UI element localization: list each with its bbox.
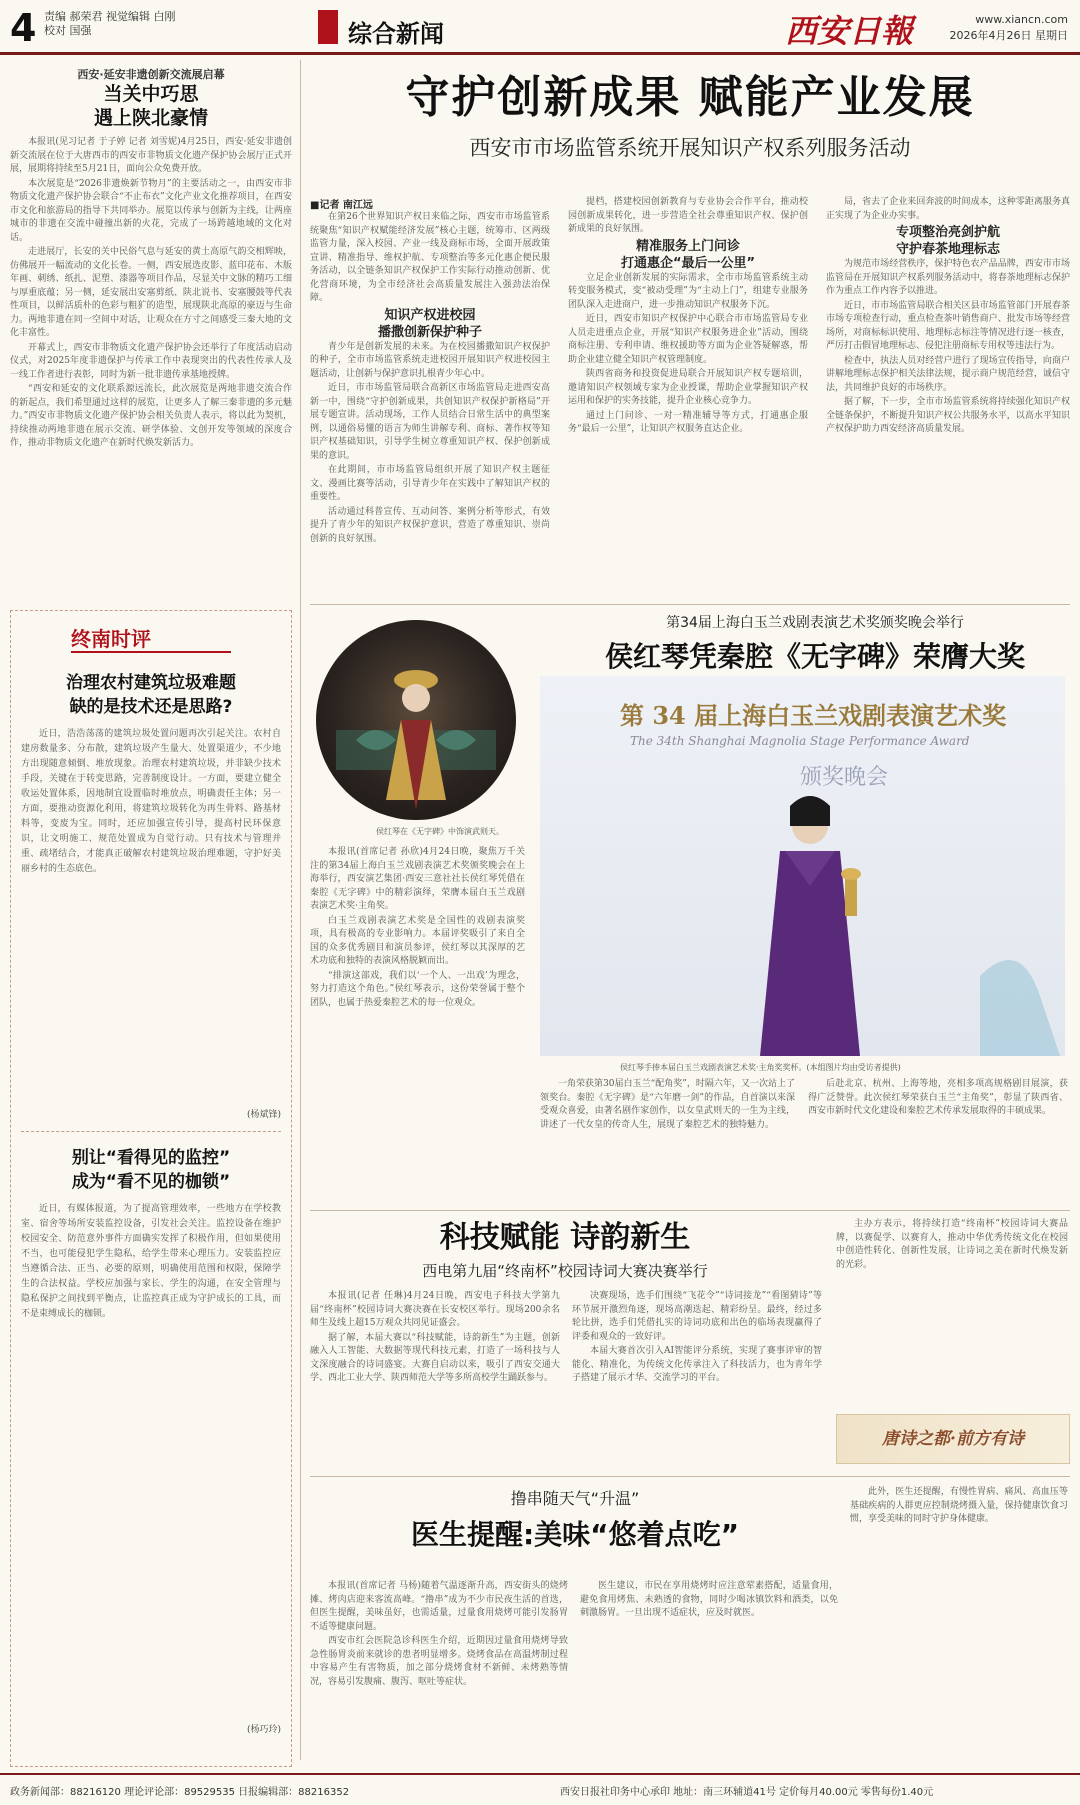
poem-title: 科技赋能 诗韵新生	[439, 1220, 691, 1255]
paragraph: 本届大赛首次引入AI智能评分系统，实现了赛事评审的智能化、精准化，为传统文化传承注入了科技活力，也为青年学子搭建了展示才华、交流学习的平台。	[572, 1346, 822, 1383]
poem-column-2	[572, 1290, 822, 1470]
paragraph: 一角荣获第30届白玉兰“配角奖”，时隔六年，又一次站上了领奖台。秦腔《无字碑》是“六年磨一剑”的作品，自首演以来深受观众喜爱，由著名剧作家创作，以女皇武则天的一生为主线，讲述了一代女皇的传奇人生，展现了秦腔艺术的独特魅力。	[540, 1079, 795, 1130]
paragraph: 本报讯(记者 任琳)4月24日晚，西安电子科技大学第九届“终南杯”校园诗词大赛决赛在长安校区举行。现场200余名师生及线上超15万观众共同见证盛会。	[310, 1291, 560, 1328]
poem-column-1	[310, 1290, 560, 1470]
paragraph: 本报讯(首席记者 孙欣)4月24日晚，聚焦万千关注的第34届上海白玉兰戏剧表演艺术奖颁奖晚会在上海举行，西安演艺集团·西安三意社社长侯红琴凭借在秦腔《无字碑》中的精彩演绎，荣膺本届白玉兰戏剧表演艺术奖·主角奖。	[310, 847, 525, 911]
opera-column-1	[310, 846, 525, 1202]
page-footer	[0, 1773, 1080, 1805]
paragraph: 提档，搭建校园创新教育与专业协会合作平台，推动校园创新成果转化，进一步营造全社会尊重知识产权、保护创新成果的良好氛围。	[568, 197, 808, 234]
subheading: 打通惠企“最后一公里”	[620, 255, 756, 271]
lead-column-1	[310, 196, 550, 596]
paragraph: 白玉兰戏剧表演艺术奖是全国性的戏剧表演奖项，具有极高的专业影响力。本届评奖吸引了来自全国的众多优秀剧目和演员参评，侯红琴以其深厚的艺术功底和独特的表演风格脱颖而出。	[310, 915, 525, 966]
health-kicker: 撸串随天气“升温”	[510, 1489, 640, 1508]
commentary-article-2	[21, 1146, 281, 1735]
commentary-title-line2: 缺的是技术还是思路?	[69, 697, 233, 717]
section-title: 综合新闻	[348, 20, 444, 48]
poem-heading	[310, 1218, 820, 1281]
paragraph: 此外，医生还提醒，有慢性胃病、痛风、高血压等基础疾病的人群更应控制烧烤摄入量，保持健康饮食习惯，享受美味的同时守护身体健康。	[850, 1487, 1068, 1524]
commentary-author: (杨巧玲)	[246, 1725, 281, 1735]
paragraph: 为规范市场经营秩序，保护特色农产品品牌，西安市市场监管局在开展知识产权系列服务活动中，将春茶地理标志保护作为重点工作内容予以推进。	[826, 259, 1070, 296]
subheading: 播撒创新保护种子	[377, 324, 482, 340]
paragraph: 活动通过科普宣传、互动问答、案例分析等形式，有效提升了青少年的知识产权保护意识，营造了尊重知识、崇尚创新的良好氛围。	[310, 506, 550, 544]
article-kicker: 西安·延安非遗创新交流展启幕	[77, 68, 225, 81]
paragraph: 后赴北京、杭州、上海等地，亮相多项高规格剧目展演，获得广泛赞誉。此次侯红琴荣获白玉兰“主角奖”，彰显了陕西省、西安市新时代文化建设和秦腔艺术传承发展取得的丰硕成果。	[808, 1079, 1068, 1116]
paragraph: 本次展览是“2026非遗焕新节物月”的主要活动之一，由西安市非物质文化遗产保护协会联合“不止布衣”文化产业文化推荐项目，在西安市文化和旅游局的指导下共同举办。展览以传承与创新为主线，让两座城市的非遗在交流中碰撞出新的火花，完成了一场跨越地域的文化对话。	[10, 178, 292, 243]
commentary-banner	[71, 623, 231, 653]
paragraph: 开幕式上，西安市非物质文化遗产保护协会还举行了年度活动启动仪式，对2025年度非遗保护与传承工作中表现突出的代表性传承人及一线工作者进行表彰，同时为新一批非遗传承基地授牌。	[10, 342, 292, 380]
paragraph: “排演这部戏，我们以‘一个人、一出戏’为理念，努力打造这个角色。”侯红琴表示，这份荣誉属于整个团队，也属于热爱秦腔艺术的每一位观众。	[310, 970, 525, 1008]
commentary-article-1	[21, 671, 281, 1120]
commentary-title-line1: 别让“看得见的监控”	[71, 1148, 231, 1168]
lead-subtitle: 西安市市场监管系统开展知识产权系列服务活动	[469, 136, 911, 160]
commentary-title-line2: 成为“看不见的枷锁”	[71, 1172, 231, 1192]
proofreader-line: 校对 国强	[44, 24, 92, 37]
lead-column-3	[826, 196, 1070, 596]
paragraph: 据了解，本届大赛以“科技赋能，诗韵新生”为主题，创新融入人工智能、大数据等现代科技元素，打造了一场科技与人文深度融合的诗词盛宴。大赛自启动以来，吸引了西安交通大学、西北工业大学、陕西师范大学等多所高校学生踊跃参与。	[310, 1332, 560, 1383]
byline: ■记者 南江远	[310, 200, 373, 211]
footer-contacts: 政务新闻部：88216120 理论评论部：89529535 日报编辑部：88216352	[10, 1787, 350, 1798]
opera-kicker: 第34届上海白玉兰戏剧表演艺术奖颁奖晚会举行	[666, 615, 964, 631]
paragraph: 青少年是创新发展的未来。为在校园播撒知识产权保护的种子，全市市场监管系统走进校园开展知识产权进校园主题活动，让创新与保护意识扎根青少年心中。	[310, 341, 550, 379]
section-rule	[310, 1476, 1070, 1477]
page-header	[0, 0, 1080, 58]
paragraph: 检查中，执法人员对经营户进行了现场宣传指导，向商户讲解地理标志保护相关法律法规，提示商户规范经营，诚信守法，共同维护良好的市场秩序。	[826, 355, 1070, 393]
commentary-author: (杨斌锋)	[246, 1110, 281, 1120]
paragraph: 近日，市市场监管局联合高新区市场监管局走进西安高新一中，围绕“守护创新成果，共创知识产权保护新格局”开展专题宣讲。活动现场，工作人员结合日常生活中的典型案例，以通俗易懂的语言为师生讲解专利、商标、著作权等知识产权基础知识，引导学生树立尊重知识产权、保护创新成果的意识。	[310, 383, 550, 461]
commentary-body	[21, 727, 281, 1107]
page-number: 4	[10, 6, 37, 50]
health-title: 医生提醒:美味“悠着点吃”	[410, 1518, 739, 1551]
backdrop-subtitle: The 34th Shanghai Magnolia Stage Performance Award	[630, 734, 970, 748]
paragraph: 在第26个世界知识产权日来临之际，西安市市场监管系统聚焦“知识产权赋能经济发展”核心主题，统筹市、区两级监管力量，深入校园、产业一线及商标市场，全面开展政策宣讲、精准指导、维权护航、专项整治等多元化惠企便民服务活动，以全链条知识产权保护工作实际行动推动创新、优化营商环境，为全市经济社会高质量发展注入强劲法治保障。	[310, 212, 550, 303]
commentary-body	[21, 1202, 281, 1722]
paragraph: 在此期间，市市场监管局组织开展了知识产权主题征文、漫画比赛等活动，引导青少年在实践中了解知识产权的重要性。	[310, 465, 550, 502]
lead-article	[310, 70, 1070, 162]
paragraph: 主办方表示，将持续打造“终南杯”校园诗词大赛品牌，以赛促学、以赛育人，推动中华优秀传统文化在校园中创造性转化、创新性发展，让诗词之美在新时代焕发新的光彩。	[836, 1219, 1068, 1270]
website: www.xiancn.com	[975, 13, 1068, 26]
paragraph: 立足企业创新发展的实际需求，全市市场监管系统主动转变服务模式，变“被动受理”为“主动上门”，组建专业服务团队深入走进商户，进一步推动知识产权服务下沉。	[568, 272, 808, 310]
header-meta	[938, 12, 1068, 44]
award-figure-illustration	[540, 676, 1065, 1056]
lead-title: 守护创新成果 赋能产业发展	[405, 72, 975, 123]
newspaper-logo: 西安日報	[785, 12, 914, 50]
health-heading	[310, 1486, 840, 1555]
header-rule	[0, 52, 1080, 55]
paragraph: 局，省去了企业来回奔波的时间成本，这种零距离服务真正实现了为企业办实事。	[826, 197, 1070, 221]
health-column-1	[310, 1580, 568, 1766]
editors-credit	[44, 10, 176, 38]
divider	[21, 1131, 281, 1133]
subheading: 守护春茶地理标志	[895, 242, 1000, 257]
commentary-box	[10, 610, 292, 1767]
article-title-line1: 当关中巧思	[103, 83, 199, 105]
paragraph: 近日，浩浩荡荡的建筑垃圾处置问题再次引起关注。农村自建房数量多、分布散，建筑垃圾产生量大、处置渠道少，不少地方出现随意倾倒、堆放现象。治理农村建筑垃圾，并非缺少技术手段，关键在于转变思路，完善制度设计。一方面，要建立健全收运处置体系，因地制宜设置临时堆放点，明确责任主体；另一方面，要推动资源化利用，将建筑垃圾转化为再生骨料、路基材料等，变废为宝。同时，还应加强宣传引导，提高村民环保意识，让文明施工、规范处置成为自觉行动。只有技术与管理并重、疏堵结合，才能真正破解农村建筑垃圾治理难题，守护好美丽乡村的生态底色。	[21, 729, 281, 874]
opera-photo-stage	[316, 620, 516, 820]
section-marker	[318, 10, 338, 44]
article-title-line2: 遇上陕北豪情	[93, 107, 208, 129]
paragraph: 西安市红会医院急诊科医生介绍，近期因过量食用烧烤导致急性肠胃炎前来就诊的患者明显增多。烧烤食品在高温烤制过程中容易产生有害物质，加之部分烧烤食材不新鲜、未烤熟等情况，容易引发腹痛、腹泻、呕吐等症状。	[310, 1636, 568, 1687]
section-rule	[310, 604, 1070, 605]
paragraph: 走进展厅，长安的关中民俗气息与延安的黄土高原气韵交相辉映，仿佛展开一幅流动的文化长卷。一侧，西安展选皮影、蓝印花布、木版年画、刺绣、纸扎、泥塑、漆器等项目作品，尽显关中文脉的精巧工细与厚重底蕴；另一侧，延安展出安塞剪纸、陕北说书、安塞腰鼓等代表性项目，以鲜活质朴的色彩与粗犷的造型，展现陕北高原的豪迈与生命力。两地非遗在同一空间中对话，让观众在方寸之间感受三秦大地的文化丰富性。	[10, 247, 292, 338]
photo-caption: 侯红琴在《无字碑》中饰演武则天。	[376, 827, 504, 836]
paragraph: 近日，有媒体报道，为了提高管理效率，一些地方在学校教室、宿舍等场所安装监控设备，引发社会关注。监控设备在维护校园安全、防范意外事件方面确实发挥了积极作用，但如果使用不当，也可能侵犯学生隐私，给学生带来心理压力。安装监控应当遵循合法、正当、必要的原则，明确使用范围和权限，保障学生的合法权益。学校应加强与家长、学生的沟通，在安全管理与隐私保护之间找到平衡点，让监控真正成为守护成长的工具，而不是束缚成长的枷锁。	[21, 1204, 281, 1319]
footer-publisher: 西安日报社印务中心承印 地址：南三环辅道41号 定价每月40.00元 零售每份1.40元	[560, 1787, 934, 1798]
lead-column-2	[568, 196, 808, 596]
banner-text: 终南时评	[71, 627, 151, 651]
subheading: 知识产权进校园	[384, 307, 476, 323]
paragraph: “西安和延安的文化联系源远流长，此次展览是两地非遗交流合作的新起点，我们希望通过这样的展览，让更多人了解三秦非遗的多元魅力。”西安市非物质文化遗产保护协会相关负责人表示，将以此为契机，持续推动两地非遗在展示交流、研学体验、文创开发等领域的深度合作，推动非物质文化遗产在新时代焕发新活力。	[10, 384, 292, 448]
health-column-3	[850, 1486, 1068, 1766]
opera-column-2	[540, 1078, 795, 1202]
opera-column-3	[808, 1078, 1068, 1202]
photo-caption: 侯红琴手捧本届白玉兰戏剧表演艺术奖·主角奖奖杯。(本组图片均由受访者提供)	[620, 1063, 901, 1072]
paragraph: 通过上门问诊、一对一精准辅导等方式，打通惠企服务“最后一公里”，让知识产权服务直达企业。	[568, 410, 808, 434]
paragraph: 近日，市市场监管局联合相关区县市场监管部门开展春茶市场专项检查行动，重点检查茶叶销售商户、批发市场等经营场所，对商标标识使用、地理标志标注等情况进行逐一核查，严厉打击假冒地理标志、侵犯注册商标专用权等违法行为。	[826, 300, 1070, 351]
opera-photo-award	[540, 676, 1065, 1056]
subheading: 专项整治亮剑护航	[895, 225, 1000, 240]
issue-date: 2026年4月26日 星期日	[949, 29, 1068, 42]
paragraph: 本报讯(首席记者 马杨)随着气温逐渐升高，西安街头的烧烤摊、烤肉店迎来客流高峰。“撸串”成为不少市民夜生活的首选，但医生提醒，美味虽好，也需适量，过量食用烧烤可能引发肠胃不适等健康问题。	[310, 1581, 568, 1632]
article-body	[10, 136, 292, 546]
opera-title: 侯红琴凭秦腔《无字碑》荣膺大奖	[604, 640, 1025, 673]
decor-text: 唐诗之都·前方有诗	[882, 1429, 1024, 1449]
paragraph: 陕西省商务和投资促进局联合开展知识产权专题培训，邀请知识产权领域专家为企业授课，帮助企业掌握知识产权运用和保护的实务技能，提升企业核心竞争力。	[568, 369, 808, 406]
paragraph: 近日，西安市知识产权保护中心联合市市场监管局专业人员走进重点企业，开展“知识产权服务进企业”活动，围绕商标注册、专利申请、维权援助等方面为企业答疑解惑，帮助企业建立健全知识产权管理制度。	[568, 314, 808, 365]
poem-subtitle: 西电第九届“终南杯”校园诗词大赛决赛举行	[422, 1262, 708, 1280]
paragraph: 决赛现场，选手们围绕“飞花令”“诗词接龙”“看图猜诗”等环节展开激烈角逐，现场高潮迭起、精彩纷呈。最终，经过多轮比拼，选手们凭借扎实的诗词功底和出色的临场表现赢得了评委和观众的一致好评。	[572, 1291, 822, 1342]
opera-heading	[560, 612, 1070, 676]
poem-column-3	[836, 1218, 1068, 1408]
lead-body	[310, 196, 1070, 596]
stage-figure-illustration	[316, 620, 516, 820]
left-top-article	[10, 66, 292, 546]
paragraph: 本报讯(见习记者 于子婷 记者 刘雪妮)4月25日，西安·延安非遗创新交流展在位于大唐西市的西安市非物质文化遗产保护协会展厅正式开展，展期将持续至5月21日，面向公众免费开放。	[10, 137, 292, 174]
paragraph: 医生建议，市民在享用烧烤时应注意荤素搭配，适量食用，避免食用烤焦、未熟透的食物，同时少喝冰镇饮料和酒类，以免刺激肠胃。一旦出现不适症状，应及时就医。	[580, 1581, 838, 1618]
column-divider	[300, 60, 301, 1760]
backdrop-title: 第 34 届上海白玉兰戏剧表演艺术奖	[620, 701, 1007, 730]
editors-line: 责编 郝荣君 视觉编辑 白刚	[44, 10, 176, 23]
subheading: 精准服务上门问诊	[635, 238, 740, 254]
poem-decor-banner	[836, 1414, 1070, 1464]
health-column-2	[580, 1580, 838, 1766]
commentary-title-line1: 治理农村建筑垃圾难题	[66, 673, 236, 693]
backdrop-ceremony: 颁奖晚会	[800, 765, 889, 790]
paragraph: 据了解，下一步，全市市场监管系统将持续强化知识产权全链条保护，不断提升知识产权公共服务水平，以高水平知识产权保护助力西安经济高质量发展。	[826, 397, 1070, 434]
section-rule	[310, 1210, 1070, 1211]
